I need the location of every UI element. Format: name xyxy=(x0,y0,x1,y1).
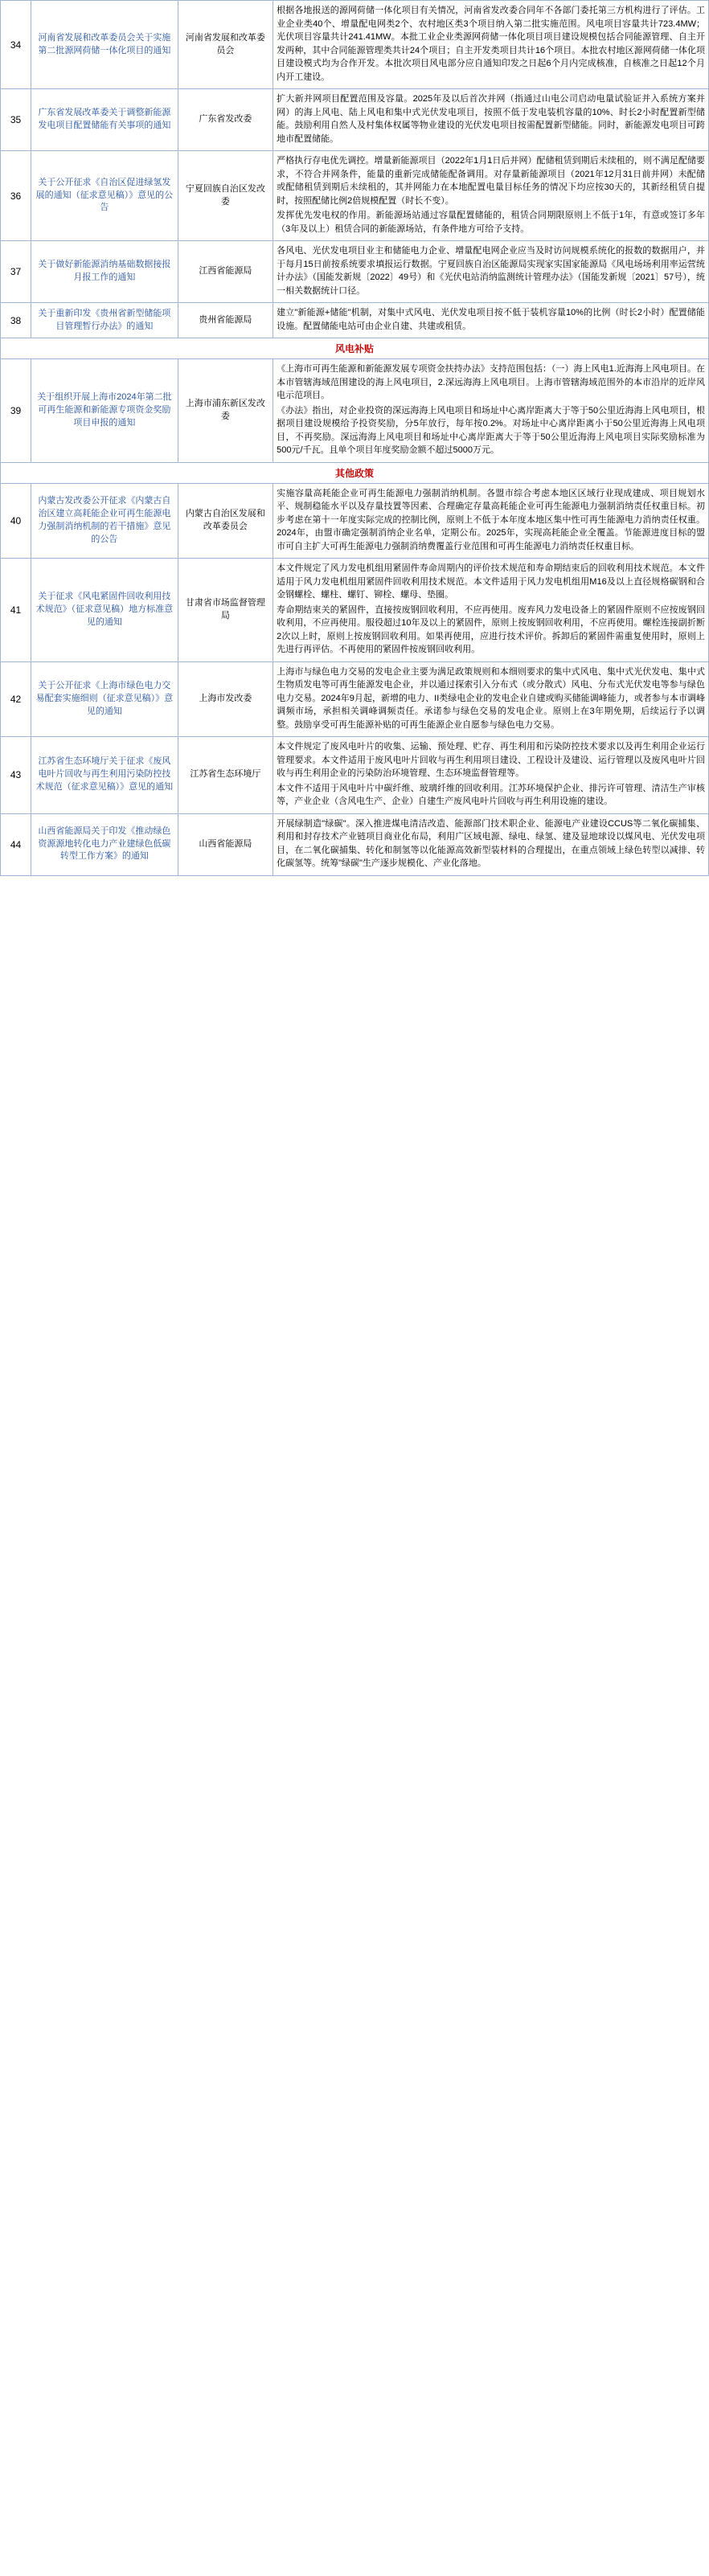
row-body-paragraph-secondary: 寿命期结束关的紧固件，直接按废钢回收利用，不应再使用。废弃风力发电设备上的紧固件原则不应按废钢回收利用，不应再使用。服役超过10年及以上的紧固件，原则上按废钢回收利用，不应再使用。螺栓连接副折断2次以上时，原则上按废钢回收利用。如果再使用，应进行技术评价。拆卸后的紧固件需重复使用时，原则上先进行再评估。不再使用的紧固件按废钢回收利用。 xyxy=(277,604,705,654)
section-header-label: 其他政策 xyxy=(1,462,709,483)
row-body xyxy=(273,483,709,559)
row-body-paragraph: 实施容量高耗能企业可再生能源电力强制消纳机制。各盟市综合考虑本地区区域行业现成建成、项目规划水平、规制稳能水平以及存量技置等因素、合理确定存量高耗能企业可再生能源电力强制消纳责任权重目标。初步考虑在第十一年度实际完成的控制比例，原则上不低于本年度本地区集中性可再生能源电力消纳责任权重。2024年，由盟市确定强制消纳企业名单，定期公布。2025年，实现高耗能企业全覆盖。节能源进度目标的盟市可自主扩大可再生能源电力强制消纳费覆盖行业范围和可再生能源电力消纳责任权重目标。 xyxy=(277,488,705,551)
row-body-paragraph: 上海市与绿色电力交易的发电企业主要为满足政策规则和本细则要求的集中式风电、集中式光伏发电、集中式生物质发电等可再生能源发电企业，并以通过探索引入分布式（或分散式）风电、分布式光伏发电等参与绿色电力交易。2024年9月起，新增的电力、II类绿电企业的发电企业自建或购买储能调峰能力，或者参与本市调峰调频市场，承担相关调峰调频责任。承诺参与绿色交易的发电企业。原则上在3年期免期，后续运行予以调整。鼓励享受可再生能源补贴的可再生能源企业自愿参与绿色电力交易。 xyxy=(277,666,705,730)
row-title[interactable]: 关于做好新能源消纳基础数据接报月报工作的通知 xyxy=(31,241,178,303)
row-organization: 内蒙古自治区发展和改革委员会 xyxy=(178,483,273,559)
row-body-paragraph: 扩大新并网项目配置范围及容量。2025年及以后首次并网（指通过山电公司启动电量试验证并入系统方案并网）的海上风电、陆上风电和集中式光伏发电项目，按照不低于发电装机容量的10%、时长2小时配置新型储能。鼓励利用自然人及村集体权属等物业建设的光伏发电项目按需配置新型储能。同时，新能源发电项目可跨地市配置储能。 xyxy=(277,94,705,144)
row-number: 41 xyxy=(1,559,31,662)
row-number: 43 xyxy=(1,737,31,814)
row-organization: 宁夏回族自治区发改委 xyxy=(178,151,273,241)
row-title[interactable]: 内蒙古发改委公开征求《内蒙古自治区建立高耗能企业可再生能源电力强制消纳机制的若干措施》意见的公告 xyxy=(31,483,178,559)
row-body xyxy=(273,359,709,463)
table-row xyxy=(1,303,709,338)
policy-table-body xyxy=(1,1,709,876)
row-organization: 江西省能源局 xyxy=(178,241,273,303)
row-number: 34 xyxy=(1,1,31,89)
table-row xyxy=(1,1,709,89)
row-title[interactable]: 关于重新印发《贵州省新型储能项目管理暂行办法》的通知 xyxy=(31,303,178,338)
row-title[interactable]: 山西省能源局关于印发《推动绿色资源源地转化电力产业建绿色低碳转型工作方案》的通知 xyxy=(31,813,178,875)
row-title[interactable]: 关于公开征求《上海市绿色电力交易配套实施细则（征求意见稿）》意见的通知 xyxy=(31,661,178,737)
row-body-paragraph: 各风电、光伏发电项目业主和储能电力企业、增量配电网企业应当及时访问规模系统化的报数的数据用户，并于每月15日前按系统要求填报运行数据。宁夏回族自治区能源局实现家实国家能源局《风电场场利用率运营统计办法》（国能发新规〔2022〕49号）和《光伏电站消纳监测统计管理办法》（国能发新规〔2021〕57号），统一相关数据统计口径。 xyxy=(277,246,705,296)
row-title[interactable]: 关于公开征求《自治区促进绿氢发展的通知（征求意见稿）》意见的公告 xyxy=(31,151,178,241)
row-organization: 贵州省能源局 xyxy=(178,303,273,338)
table-row xyxy=(1,359,709,463)
row-organization: 山西省能源局 xyxy=(178,813,273,875)
section-header-label: 风电补贴 xyxy=(1,338,709,359)
row-body xyxy=(273,303,709,338)
row-organization: 河南省发展和改革委员会 xyxy=(178,1,273,89)
row-organization: 广东省发改委 xyxy=(178,89,273,151)
row-body xyxy=(273,813,709,875)
row-body xyxy=(273,241,709,303)
row-title[interactable]: 广东省发展改革委关于调整新能源发电项目配置储能有关事项的通知 xyxy=(31,89,178,151)
table-row xyxy=(1,661,709,737)
section-header-row xyxy=(1,462,709,483)
row-body xyxy=(273,1,709,89)
row-title[interactable]: 关于征求《风电紧固件回收利用技术规范》（征求意见稿）地方标准意见的通知 xyxy=(31,559,178,662)
row-body-paragraph-secondary: 《办法》指出，对企业投资的深远海海上风电项目和场址中心离岸距离大于等于50公里近海海上风电项目，根据项目建设规模给予投资奖励，分5年放行，每年按0.2%。对场址中心离岸距离小于50公里近海海上风电项目，不再奖励。深远海海上风电项目和场址中心离岸距离大于等于50公里近海海上风电项目实际奖励标准为500元/千瓦。且单个项目年度奖励金额不超过5000万元。 xyxy=(277,405,705,455)
row-number: 36 xyxy=(1,151,31,241)
row-body-paragraph: 根据各地报送的源网荷储一体化项目有关情况，河南省发改委合同年不各部门委托第三方机构进行了评估。工业企业类40个、增量配电网类2个、农村地区类3个项目纳入第二批实施范围。风电项目容量共计723.4MW；光伏项目容量共计241.41MW。本批工业企业类源网荷储一体化项目项目建设规模包括合同能源管理、自主开发两种，其中合同能源管理类共计24个项目；自主开发类项目共计16个项目。本批农村地区源网荷储一体化项目建设模式均为合作开发。本批次项目风电部分应自通知印发之日起6个月内完成核准，自核准之日起12个月内开工建设。 xyxy=(277,6,705,82)
row-body xyxy=(273,559,709,662)
row-title[interactable]: 江苏省生态环境厅关于征求《废风电叶片回收与再生利用污染防控技术规范（征求意见稿）》意见的通知 xyxy=(31,737,178,814)
row-organization: 上海市浦东新区发改委 xyxy=(178,359,273,463)
row-number: 39 xyxy=(1,359,31,463)
row-number: 44 xyxy=(1,813,31,875)
row-title[interactable]: 关于组织开展上海市2024年第二批可再生能源和新能源专项资金奖励项目申报的通知 xyxy=(31,359,178,463)
row-body xyxy=(273,737,709,814)
row-body-paragraph: 本文件规定了废风电叶片的收集、运输、预处理、贮存、再生利用和污染防控技术要求以及再生利用企业运行管理要求。本文件适用于废风电叶片回收与再生利用项目建设、工程设计及建设、运行管理以及废风电叶片回收与再生利用企业的污染防治环境管理、生态环境监督管理等。 xyxy=(277,742,705,778)
row-body-paragraph: 本文件规定了风力发电机组用紧固件寿命周期内的评价技术规范和寿命期结束后的回收利用技术规范。本文件适用于风力发电机组用紧固件回收利用技术规范。本文件适用于风力发电机组用M16及以上直径规格碳钢和合金钢螺栓、螺柱、螺钉、铆栓、螺母、垫圈。 xyxy=(277,563,705,600)
row-body-paragraph: 《上海市可再生能源和新能源发展专项资金扶持办法》支持范围包括：（一）海上风电1.近海海上风电项目。在本市管辖海域范围建设的海上风电项目，2.深远海海上风电项目。上海市管辖海域范围外的本市沿岸的近岸风电示范项目。 xyxy=(277,364,705,400)
row-body xyxy=(273,151,709,241)
row-body-paragraph: 建立"新能源+储能"机制，对集中式风电、光伏发电项目按不低于装机容量10%的比例（时长2小时）配置储能设施。配置储能电站可由企业自建、共建或租赁。 xyxy=(277,308,705,331)
row-title[interactable]: 河南省发展和改革委员会关于实施第二批源网荷储一体化项目的通知 xyxy=(31,1,178,89)
table-row xyxy=(1,559,709,662)
row-number: 40 xyxy=(1,483,31,559)
policy-table xyxy=(0,0,709,876)
row-organization: 江苏省生态环境厅 xyxy=(178,737,273,814)
row-body xyxy=(273,89,709,151)
row-body-paragraph-secondary: 本文件不适用于风电叶片中碳纤维、玻璃纤维的回收利用。江苏环境保护企业、排污许可管理、清洁生产审核等，产业企业（含风电生产、企业）自建生产废风电叶片回收与再生利用设施的建设。 xyxy=(277,783,705,806)
table-row xyxy=(1,483,709,559)
row-body-paragraph: 严格执行存电优先调控。增量新能源项目（2022年1月1日后并网）配储租赁到期后未续租的，则不满足配储要求，不符合并网条件，能量的重新完成储能配备调用。对存量新能源项目（2021年12月31日前并网）未配储或配储租赁到期后未续租的，其并网能力在本地配置电量目标任务的情况下均应按30天的，其新经租赁自提时，按照配储比例2倍规模配置（时长不变）。 xyxy=(277,156,705,206)
row-number: 35 xyxy=(1,89,31,151)
row-number: 38 xyxy=(1,303,31,338)
row-body xyxy=(273,661,709,737)
row-body-paragraph-secondary: 发挥优先发电权的作用。新能源场站通过容量配置储能的，租赁合同期限原则上不低于1年，有意或签订多年（3年及以上）租赁合同的新能源场站，有条件地方可给予支持。 xyxy=(277,211,705,234)
row-number: 37 xyxy=(1,241,31,303)
table-row xyxy=(1,813,709,875)
section-header-row xyxy=(1,338,709,359)
table-row xyxy=(1,89,709,151)
table-row xyxy=(1,151,709,241)
row-body-paragraph: 开展绿制造"绿碳"。深入推进煤电清洁改造、能源部门技术职企业、能源电产业建设CCUS等二氧化碳捕集、利用和封存技术产业链项目商业化布局，利用广区域电源、绿电、绿氢、建及显地球设以煤风电、光伏发电项目，在二氧化碳捕集、转化和制氢等以化能源高效新型装材料的合理提出，在重点领域上绿色转型以减排、转化碳氢等。统筹"绿碳"生产逐步规模化、产业化落地。 xyxy=(277,818,705,868)
row-organization: 上海市发改委 xyxy=(178,661,273,737)
table-row xyxy=(1,737,709,814)
row-organization: 甘肃省市场监督管理局 xyxy=(178,559,273,662)
table-row xyxy=(1,241,709,303)
row-number: 42 xyxy=(1,661,31,737)
